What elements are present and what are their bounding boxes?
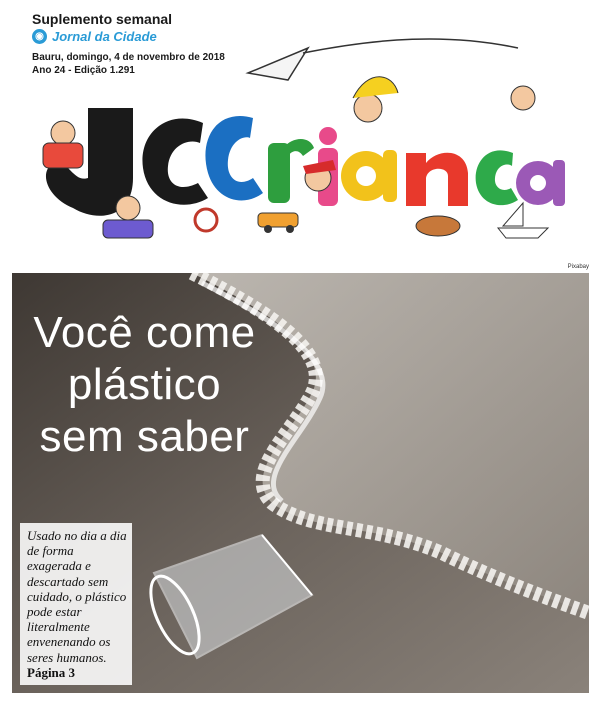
logo-letter-n-icon (406, 153, 468, 206)
issue-date: Bauru, domingo, 4 de novembro de 2018 (32, 52, 225, 63)
logo-letter-c-green-icon (476, 150, 518, 205)
headline-line: Você come (33, 308, 256, 357)
headline (12, 307, 277, 463)
brand-name: Jornal da Cidade (52, 29, 157, 44)
photo-credit: Pixabay (567, 264, 589, 270)
masthead (0, 0, 601, 270)
logo-letter-c-blue-icon (205, 116, 263, 200)
caption-box (20, 523, 132, 685)
page-reference[interactable]: Página 3 (27, 664, 76, 680)
ball-icon (195, 209, 217, 231)
paper-plane-icon (248, 48, 308, 80)
dog-icon (416, 216, 460, 236)
supplement-label: Suplemento semanal (32, 11, 173, 27)
logo-letter-c-icon (142, 119, 208, 205)
jc-crianca-logo (18, 38, 588, 268)
hero-photo (12, 273, 589, 693)
child-character-icon (51, 121, 75, 145)
child-character-icon (116, 196, 140, 220)
issue-number: Ano 24 - Edição 1.291 (32, 65, 135, 76)
child-character-icon (511, 86, 535, 110)
toy-car-icon (258, 213, 298, 227)
caption-text: Usado no dia a dia de forma exagerada e descartado sem cuidado, o plástico pode estar literalmente envenenando os seres humanos. (27, 528, 127, 665)
sailboat-icon (498, 203, 548, 238)
jornal-da-cidade-logo-icon: ◉ (32, 29, 47, 44)
headline-line: plástico (67, 360, 222, 409)
headline-line: sem saber (39, 412, 250, 461)
child-character-icon (354, 94, 382, 122)
